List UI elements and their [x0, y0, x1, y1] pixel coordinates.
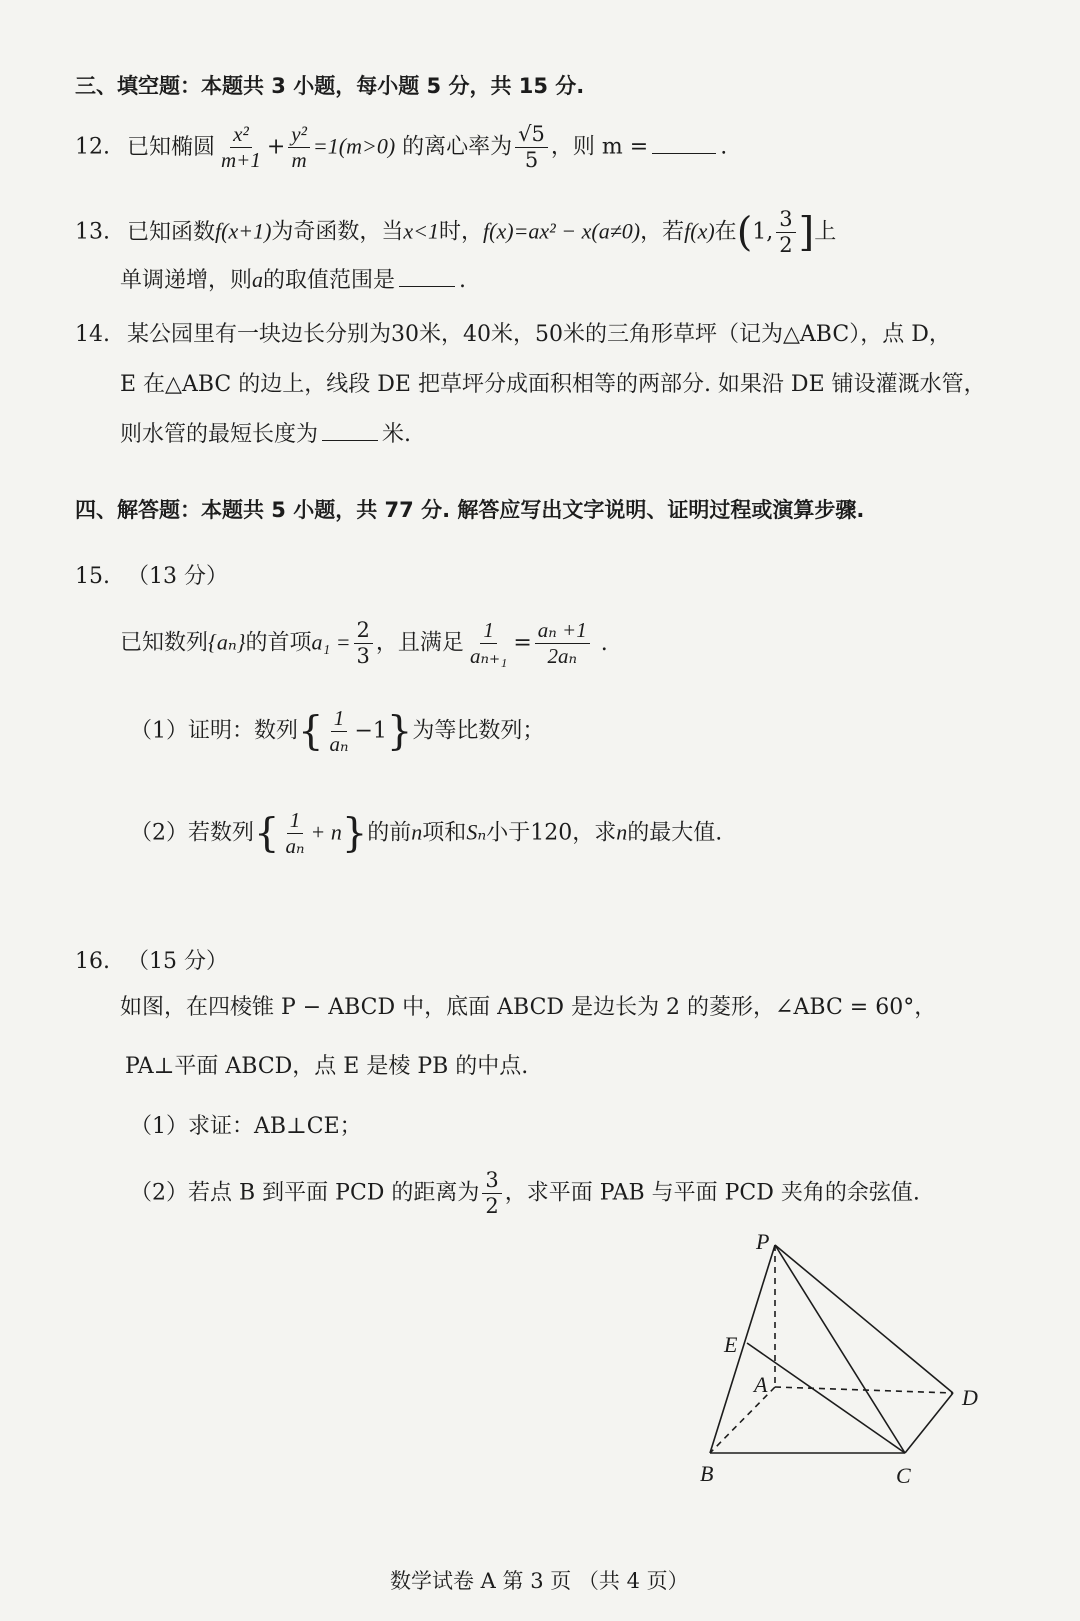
q15-stem-end: .	[600, 630, 608, 656]
q14-line3	[120, 420, 411, 450]
q15-part1-tail: 为等比数列；	[412, 718, 545, 744]
q14-line2: E 在△ABC 的边上，线段 DE 把草坪分成面积相等的两部分. 如果沿 DE 铺设灌溉水管，	[120, 372, 986, 397]
question-13-line2	[120, 265, 466, 296]
q13-interval-open: (	[736, 209, 753, 256]
q12-fraction-y: $\frac{\text{y²}}{m}$	[288, 122, 310, 173]
q15-recurrence-right: $\frac{\text{aₙ +1}}{\text{2aₙ}}$	[535, 618, 590, 669]
q13-text-f: 上	[814, 219, 837, 245]
q15-part2-tail-d: 的最大值.	[627, 820, 723, 846]
q15-stem-b: 的首项	[245, 630, 312, 656]
q13-text-b: 为奇函数，当	[271, 219, 404, 245]
q13-function: f(x)=ax² − x(a≠0)	[483, 218, 641, 244]
q15-part2-sn: Sₙ	[466, 819, 487, 845]
q15-part2-label: （2）若数列	[130, 820, 254, 846]
q13-var: a	[252, 267, 264, 292]
q12-mid: 的离心率为	[402, 134, 513, 160]
q14-line3-a: 则水管的最短长度为	[120, 422, 319, 447]
q15-part1	[130, 706, 544, 757]
q13-end: .	[459, 268, 467, 293]
q15-stem-a: 已知数列	[120, 630, 209, 656]
q12-plus: +	[266, 134, 286, 160]
q15-part2-tail-b: 项和	[422, 820, 467, 846]
q13-line2-a: 单调递增，则	[120, 268, 253, 293]
q13-text-d: ，若	[640, 219, 685, 245]
question-12	[75, 122, 727, 173]
q12-equation: =1(m>0)	[312, 133, 396, 159]
q15-part2	[130, 808, 722, 859]
edge-PB	[710, 1245, 775, 1453]
q15-recurrence-left: $\frac{1}{\text{aₙ₊₁}}$	[469, 618, 508, 668]
label-P: P	[756, 1229, 770, 1254]
q15-part2-n2: n	[616, 819, 628, 845]
q13-interval-fraction: $\frac{3}{2}$	[776, 207, 795, 258]
q16-part2-b: ，求平面 PAB 与平面 PCD 夹角的余弦值.	[504, 1180, 920, 1206]
q16-part2	[130, 1168, 920, 1219]
label-B: B	[700, 1461, 714, 1486]
q13-interval-close: ]	[798, 209, 815, 256]
q16-part1: （1）求证：AB⊥CE；	[130, 1114, 362, 1139]
q16-line2: PA⊥平面 ABCD，点 E 是棱 PB 的中点.	[125, 1054, 529, 1079]
q13-interval-left: 1,	[752, 219, 774, 245]
question-13	[75, 207, 836, 258]
q13-func: f(x)	[684, 218, 715, 244]
q12-eccentricity: $\frac{√5}{5}$	[515, 122, 548, 173]
edge-PC	[775, 1245, 905, 1453]
label-D: D	[962, 1385, 978, 1410]
question-16-title	[75, 947, 228, 977]
label-E: E	[724, 1332, 738, 1357]
q14-line1: 某公园里有一块边长分别为30米，40米，50米的三角形草坪（记为△ABC），点 D，	[127, 322, 951, 347]
q15-stem	[120, 618, 608, 669]
q16-number: 16.	[75, 949, 110, 974]
section-3-header: 三、填空题：本题共 3 小题，每小题 5 分，共 15 分.	[75, 74, 585, 98]
q15-part2-brace-open: {	[254, 810, 280, 857]
q15-part2-n: n	[411, 819, 423, 845]
q13-number: 13.	[75, 219, 110, 245]
q15-part2-brace-close: }	[341, 810, 368, 857]
q15-part1-label: （1）证明：数列	[130, 718, 298, 744]
label-A: A	[754, 1372, 768, 1397]
q13-line2-b: 的取值范围是	[263, 268, 396, 293]
q15-part2-tail-a: 的前	[367, 820, 412, 846]
q15-number: 15.	[75, 564, 110, 589]
q13-text-c: 时，	[439, 219, 484, 245]
q16-part2-a: （2）若点 B 到平面 PCD 的距离为	[130, 1180, 480, 1206]
q15-part1-brace-open: {	[298, 708, 324, 755]
q12-lead: 已知椭圆	[127, 134, 216, 160]
segment-EC	[747, 1343, 905, 1453]
q12-answer-blank	[652, 133, 716, 154]
q13-text-e: 在	[714, 219, 737, 245]
q15-a1: a₁ =	[311, 629, 351, 655]
section-4-header: 四、解答题：本题共 5 小题，共 77 分. 解答应写出文字说明、证明过程或演算步骤.	[75, 498, 865, 522]
q14-answer-blank	[322, 420, 378, 441]
q15-part1-fraction: $\frac{1}{\text{aₙ}}$	[329, 706, 349, 756]
edge-PD	[775, 1245, 953, 1393]
edge-CD	[905, 1393, 953, 1453]
page-footer: 数学试卷 A 第 3 页 （共 4 页）	[390, 1569, 689, 1593]
question-14	[75, 320, 951, 350]
q16-line1: 如图，在四棱锥 P − ABCD 中，底面 ABCD 是边长为 2 的菱形，∠ABC = 60°，	[120, 995, 937, 1020]
q15-a1-value: $\frac{2}{3}$	[354, 618, 373, 669]
q14-line3-b: 米.	[382, 422, 412, 447]
q13-text-a: 已知函数	[127, 219, 216, 245]
q12-number: 12.	[75, 134, 110, 160]
q16-part2-fraction: $\frac{3}{2}$	[482, 1168, 501, 1219]
pyramid-figure	[690, 1225, 1020, 1525]
q13-condition: x<1	[403, 218, 440, 244]
q15-part1-brace-close: }	[386, 708, 413, 755]
q14-number: 14.	[75, 322, 110, 347]
q13-func-shift: f(x+1)	[215, 218, 272, 244]
q15-score: （13 分）	[127, 564, 228, 589]
q12-end: .	[720, 134, 728, 160]
q15-part1-minus: −1	[354, 718, 387, 744]
q13-answer-blank	[399, 266, 455, 287]
q15-part2-plus: + n	[310, 819, 342, 845]
q12-fraction-x: $\frac{\text{x²}}{m+1}$	[221, 122, 261, 172]
q15-sequence: {aₙ}	[208, 629, 246, 655]
q16-score: （15 分）	[127, 949, 228, 974]
q15-stem-c: ，且满足	[375, 630, 464, 656]
question-15-title	[75, 562, 228, 592]
q15-equals: =	[513, 630, 532, 656]
q15-part2-tail-c: 小于120，求	[486, 820, 617, 846]
q12-tail: ，则 m =	[550, 134, 649, 160]
q15-part2-fraction: $\frac{1}{\text{aₙ}}$	[285, 808, 305, 858]
label-C: C	[896, 1463, 911, 1488]
